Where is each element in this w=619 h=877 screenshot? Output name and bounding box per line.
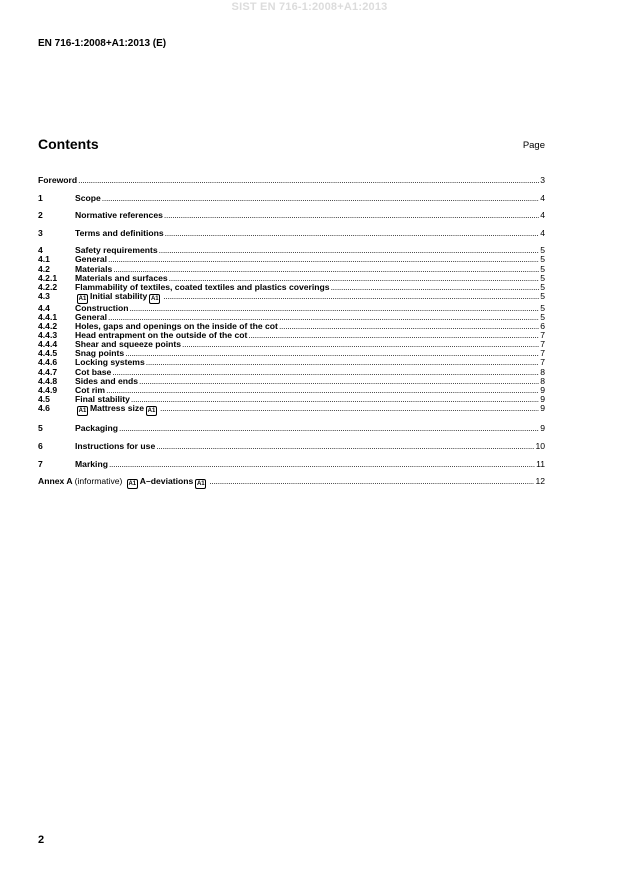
toc-entry-page: 4: [540, 227, 545, 238]
toc-leader-dots: [106, 386, 539, 395]
amendment-end-icon: A1: [196, 481, 205, 488]
toc-entry-page: 12: [535, 476, 545, 487]
toc-entry-page: 9: [540, 402, 545, 413]
toc-entry-number: 4.4.5: [38, 348, 58, 359]
toc-entry-number: 4.4: [38, 302, 50, 313]
toc-entry-note: (informative): [74, 476, 123, 487]
toc-entry-title: Safety requirements: [75, 245, 158, 256]
toc-entry-number: 6: [38, 440, 43, 451]
toc-entry-page: 4: [540, 192, 545, 203]
toc-leader-dots: [331, 283, 540, 292]
toc-entry-title: General: [75, 254, 108, 265]
toc-entry-4-4-6[interactable]: [38, 358, 545, 367]
toc-entry-title: Head entrapment on the outside of the cot: [75, 330, 248, 341]
toc-leader-dots: [139, 377, 539, 386]
toc-leader-dots: [102, 194, 539, 203]
toc-entry-title-text: Initial stability: [90, 290, 148, 301]
toc-entry-5[interactable]: [38, 424, 545, 433]
toc-entry-title: Materials and surfaces: [75, 272, 168, 283]
toc-entry-title: General: [75, 311, 108, 322]
page-title: Contents: [38, 136, 99, 152]
toc-entry-page: 6: [540, 321, 545, 332]
toc-entry-title: Cot rim: [75, 384, 106, 395]
toc-entry-title-text: A–deviations: [139, 476, 194, 487]
toc-entry-title: Normative references: [75, 210, 163, 221]
toc-leader-dots: [112, 368, 539, 377]
toc-entry-number: 4.4.1: [38, 311, 58, 322]
toc-leader-dots: [108, 255, 539, 264]
toc-entry-page: 9: [540, 384, 545, 395]
standard-header: EN 716-1:2008+A1:2013 (E): [38, 38, 167, 49]
toc-entry-number: 4.2: [38, 263, 50, 274]
toc-entry-number: 4.2.2: [38, 281, 58, 292]
toc-entry-number: 7: [38, 458, 43, 469]
toc-entry-number: 4.4.7: [38, 366, 58, 377]
toc-entry-title: [38, 477, 208, 489]
toc-entry-page: 5: [540, 281, 545, 292]
toc-entry-page: 5: [540, 272, 545, 283]
toc-leader-dots: [125, 349, 539, 358]
toc-entry-page: 5: [540, 254, 545, 265]
toc-entry-number: 4.2.1: [38, 272, 58, 283]
toc-entry-page: 7: [540, 357, 545, 368]
toc-entry-4-4[interactable]: [38, 304, 545, 313]
toc-entry-title: Final stability: [75, 393, 130, 404]
toc-entry-page: 4: [540, 210, 545, 221]
amendment-end-icon: A1: [147, 407, 156, 414]
toc-entry-page: 8: [540, 375, 545, 386]
toc-entry-title-text: Mattress size: [90, 402, 144, 413]
toc-leader-dots: [129, 304, 539, 313]
toc-entry-title: Terms and definitions: [75, 227, 164, 238]
toc-entry-title: Instructions for use: [75, 440, 156, 451]
toc-leader-dots: [165, 229, 540, 238]
toc-leader-dots: [119, 424, 539, 433]
toc-entry-4-6[interactable]: [38, 404, 545, 416]
toc-entry-page: 7: [540, 348, 545, 359]
toc-entry-number: Annex A: [38, 476, 73, 487]
toc-entry-title: Cot base: [75, 366, 112, 377]
toc-entry-number: 4.4.2: [38, 321, 58, 332]
toc-entry-number: 3: [38, 227, 43, 238]
toc-leader-dots: [182, 340, 539, 349]
toc-leader-dots: [160, 404, 539, 413]
toc-entry-number: 4.4.8: [38, 375, 58, 386]
page-column-label: Page: [522, 140, 545, 151]
toc-entry-page: 8: [540, 366, 545, 377]
toc-entry-title: Scope: [75, 192, 101, 203]
toc-entry-title: Construction: [75, 302, 129, 313]
toc-entry-2[interactable]: [38, 211, 545, 220]
toc-leader-dots: [279, 322, 539, 331]
toc-entry-page: 7: [540, 339, 545, 350]
toc-entry-title: [75, 404, 159, 416]
toc-entry-page: 10: [535, 440, 545, 451]
toc-leader-dots: [113, 265, 539, 274]
toc-entry-page: 5: [540, 290, 545, 301]
toc-leader-dots: [159, 246, 540, 255]
toc-entry-title: Sides and ends: [75, 375, 139, 386]
toc-entry-page: 9: [540, 423, 545, 434]
toc-leader-dots: [163, 292, 539, 301]
toc-leader-dots: [164, 211, 539, 220]
amendment-start-icon: A1: [78, 407, 87, 414]
toc-entry-title: Marking: [75, 458, 108, 469]
watermark: SIST EN 716-1:2008+A1:2013: [231, 1, 388, 13]
toc-entry-page: 5: [540, 263, 545, 274]
toc-entry-3[interactable]: [38, 229, 545, 238]
toc-entry-number: 2: [38, 210, 43, 221]
toc-leader-dots: [109, 460, 535, 469]
toc-entry-page: 11: [536, 458, 545, 469]
toc-entry-number: 1: [38, 192, 43, 203]
toc-leader-dots: [146, 358, 539, 367]
toc-entry-title: Holes, gaps and openings on the inside of the cot: [75, 321, 278, 332]
toc-entry-annex-a[interactable]: [38, 477, 545, 489]
amendment-start-icon: A1: [78, 295, 87, 302]
toc-leader-dots: [248, 331, 539, 340]
toc-entry-page: 3: [540, 175, 545, 185]
toc-entry-number: 4.1: [38, 254, 50, 265]
amendment-end-icon: A1: [150, 295, 159, 302]
toc-entry-number: 4.5: [38, 393, 50, 404]
toc-entry-4[interactable]: [38, 246, 545, 255]
toc-entry-title: Flammability of textiles, coated textiles and plastics coverings: [75, 281, 330, 292]
amendment-start-icon: A1: [128, 481, 137, 488]
toc-entry-title: Snag points: [75, 348, 125, 359]
toc-leader-dots: [131, 395, 539, 404]
toc-entry-number: 4.3: [38, 290, 50, 301]
toc-entry-7[interactable]: [38, 460, 545, 469]
toc-entry-number: 4.6: [38, 402, 50, 413]
toc-entry-page: 5: [540, 311, 545, 322]
toc-entry-title: Foreword: [38, 175, 78, 185]
toc-entry-page: 9: [540, 393, 545, 404]
page-number: 2: [38, 834, 45, 846]
toc-leader-dots: [209, 477, 534, 486]
toc-entry-number: 5: [38, 423, 43, 434]
toc-entry-title: Materials: [75, 263, 113, 274]
toc-entry-4-1[interactable]: [38, 255, 545, 264]
toc-entry-number: 4.4.4: [38, 339, 58, 350]
toc-entry-page: 5: [540, 302, 545, 313]
toc-entry-title: Locking systems: [75, 357, 145, 368]
toc-entry-page: 5: [540, 245, 545, 256]
toc-leader-dots: [156, 442, 534, 451]
toc-entry-number: 4.4.3: [38, 330, 58, 341]
toc-entry-title: Shear and squeeze points: [75, 339, 182, 350]
toc-entry-number: 4.4.9: [38, 384, 58, 395]
toc-leader-dots: [78, 176, 539, 185]
toc-entry-foreword[interactable]: [38, 176, 545, 185]
toc-entry-page: 7: [540, 330, 545, 341]
toc-entry-1[interactable]: [38, 194, 545, 203]
toc-entry-6[interactable]: [38, 442, 545, 451]
toc-entry-number: 4.4.6: [38, 357, 58, 368]
toc-entry-number: 4: [38, 245, 43, 256]
table-of-contents: [38, 176, 545, 489]
toc-entry-title: Packaging: [75, 423, 118, 434]
toc-entry-4-4-8[interactable]: [38, 377, 545, 386]
